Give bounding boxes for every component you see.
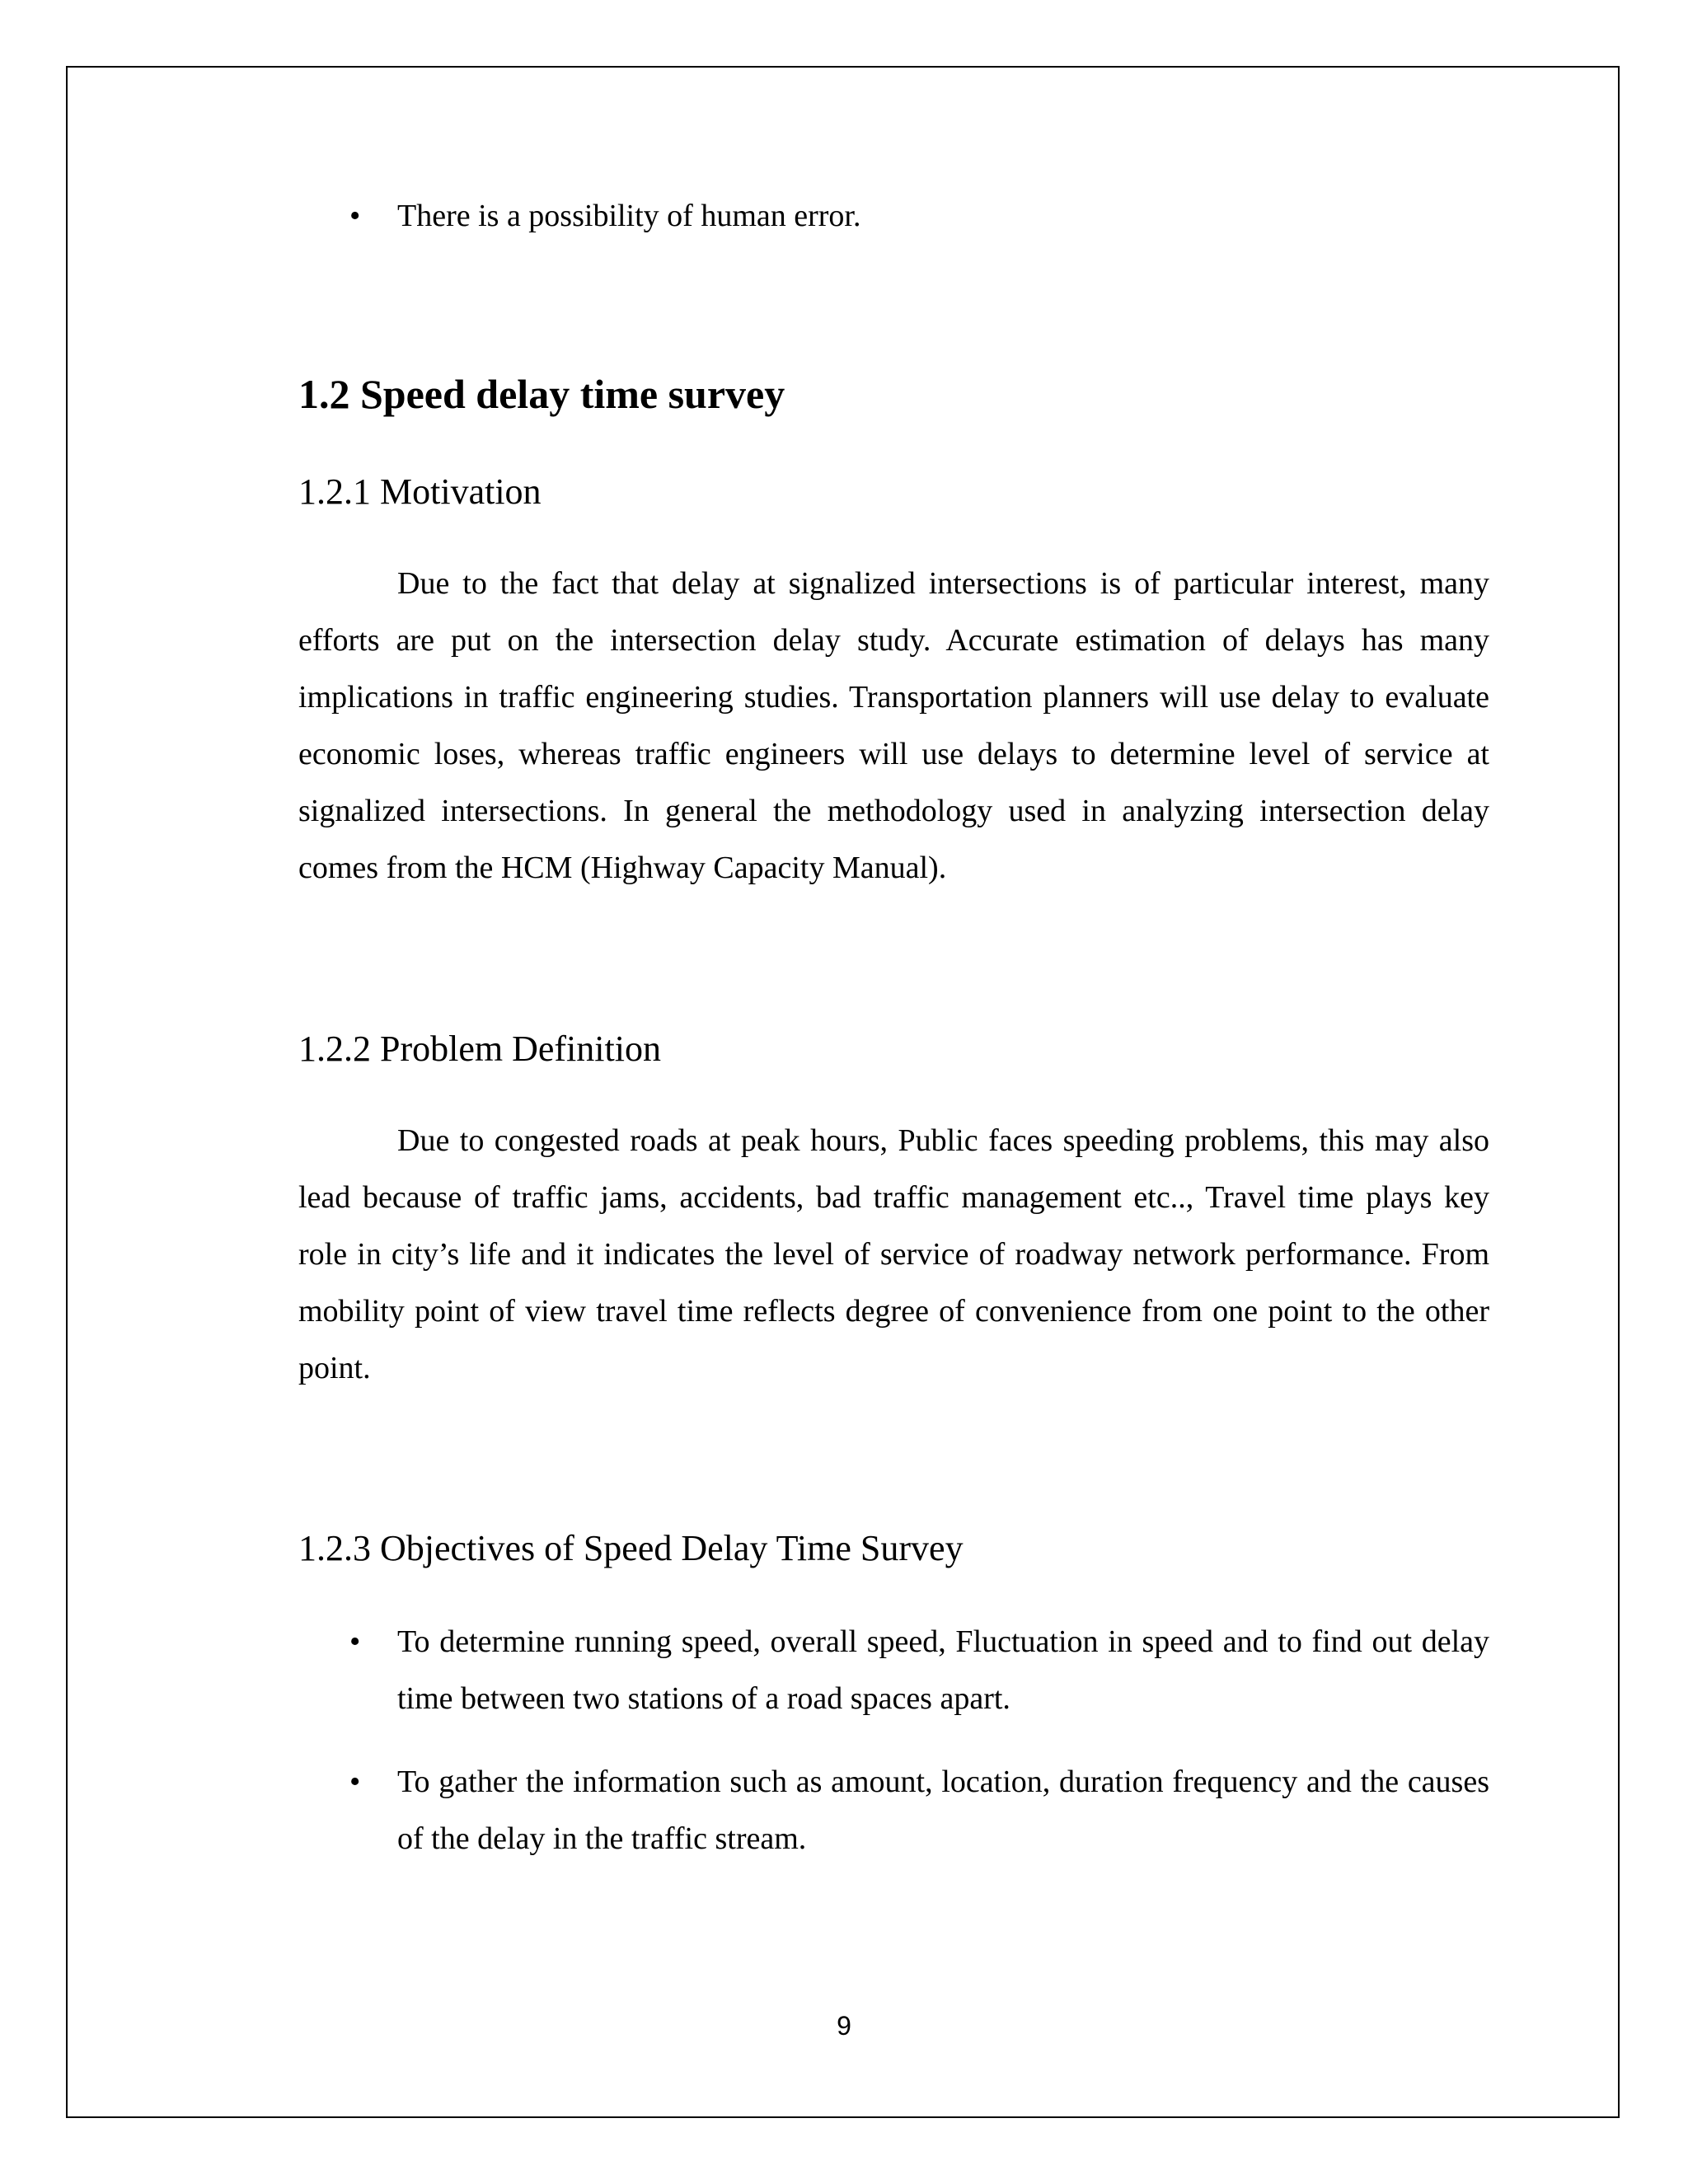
bullet-icon: • [349, 1765, 361, 1799]
subsection-heading-problem: 1.2.2 Problem Definition [298, 1029, 661, 1069]
page-number: 9 [837, 2011, 851, 2041]
section-title: 1.2 Speed delay time survey [298, 371, 785, 417]
list-item-text: To gather the information such as amount, location, duration frequency and the causes of the delay in the traffic stream. [397, 1765, 1489, 1856]
list-item-text: To determine running speed, overall speed, Fluctuation in speed and to find out delay time between two stations of a road spaces apart. [397, 1624, 1489, 1716]
bullet-icon: • [349, 1624, 361, 1659]
list-item-text: There is a possibility of human error. [397, 199, 861, 233]
subsection-heading-objectives: 1.2.3 Objectives of Speed Delay Time Survey [298, 1528, 964, 1568]
paragraph-motivation: Due to the fact that delay at signalized intersections is of particular interest, many efforts are put on the intersection delay study. Accurate estimation of delays has many implications in traffic engineering studies. Transportation planners will use delay to evaluate economic loses, whereas traffic engineers will use delays to determine level of service at signalized intersections. In general the methodology used in analyzing intersection delay comes from the HCM (Highway Capacity Manual). [298, 566, 1489, 885]
list-item [349, 1754, 1489, 1868]
list-item [349, 1614, 1489, 1727]
bullet-icon: • [349, 199, 361, 233]
list-item [349, 188, 1489, 245]
subsection-heading-motivation: 1.2.1 Motivation [298, 471, 542, 512]
paragraph-problem: Due to congested roads at peak hours, Public faces speeding problems, this may also lead because of traffic jams, accidents, bad traffic management etc.., Travel time plays key role in city’s life and it indicates the level of service of roadway network performance. From mobility point of view travel time reflects degree of convenience from one point to the other point. [298, 1123, 1489, 1385]
